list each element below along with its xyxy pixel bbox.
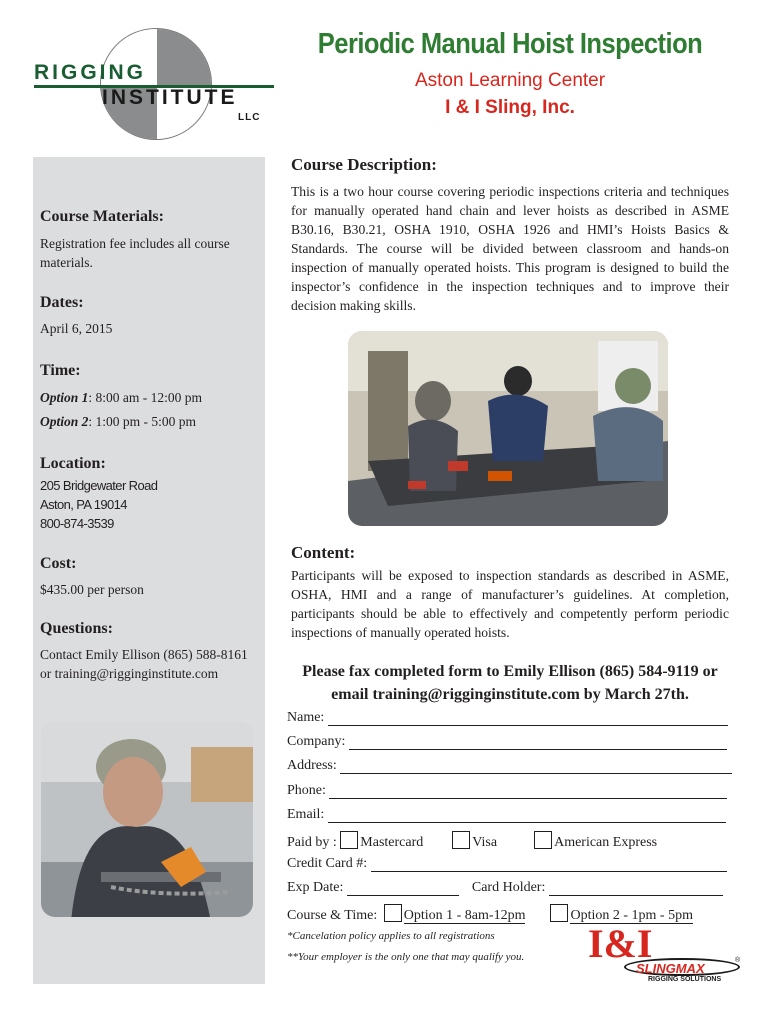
exp-holder-row	[287, 880, 723, 900]
registered-mark: ®	[735, 957, 741, 964]
amex-label: American Express	[554, 835, 658, 850]
address-field[interactable]	[340, 759, 732, 774]
logo-llc-text: LLC	[238, 112, 261, 123]
materials-heading: Course Materials:	[40, 208, 164, 225]
questions-heading: Questions:	[40, 620, 113, 637]
card-holder-label: Card Holder:	[471, 880, 546, 895]
fax-instructions	[280, 660, 740, 706]
materials-text: Registration fee includes all course materials.	[40, 236, 230, 270]
time-option1-label: Option 1	[40, 390, 89, 405]
option1-label: Option 1 - 8am-12pm	[403, 908, 526, 923]
slingmax-logo	[580, 921, 745, 986]
name-label: Name:	[287, 710, 325, 725]
content-text: Participants will be exposed to inspection standards as described in ASME, OSHA, HMI and a range of manufacturer’s guidelines. At completion, participants should be able to effectively and competently perform periodic inspections of manually operated hoists.	[291, 568, 729, 640]
rigging-institute-logo	[30, 28, 275, 140]
time-option2-label: Option 2	[40, 414, 89, 429]
logo-rigging-text: RIGGING	[34, 61, 147, 84]
company-field[interactable]	[349, 735, 727, 750]
address-row	[287, 758, 732, 778]
time-option2	[40, 412, 262, 431]
email-row	[287, 807, 726, 827]
card-holder-field[interactable]	[549, 881, 723, 896]
name-field[interactable]	[328, 711, 728, 726]
address-label: Address:	[287, 758, 337, 773]
paid-by-label: Paid by :	[287, 835, 337, 850]
phone-label: Phone:	[287, 783, 326, 798]
logo-institute-text: INSTITUTE	[102, 86, 238, 109]
payment-row	[287, 831, 657, 851]
time-heading: Time:	[40, 362, 81, 379]
time-option1	[40, 388, 262, 407]
ii-mark: I&I	[588, 921, 653, 966]
visa-checkbox[interactable]	[452, 831, 470, 849]
option2-checkbox[interactable]	[550, 904, 568, 922]
dates-heading: Dates:	[40, 294, 84, 311]
content-heading: Content:	[291, 543, 356, 562]
fax-line-2: email training@rigginginstitute.com by March 27th.	[331, 686, 689, 703]
option1-checkbox[interactable]	[384, 904, 402, 922]
mastercard-checkbox[interactable]	[340, 831, 358, 849]
time-option1-value: : 8:00 am - 12:00 pm	[88, 390, 203, 405]
venue-subtitle: Aston Learning Center	[414, 70, 606, 91]
fax-line-1: Please fax completed form to Emily Ellison (865) 584-9119 or	[302, 663, 718, 680]
questions-email: or training@rigginginstitute.com	[40, 666, 219, 681]
amex-checkbox[interactable]	[534, 831, 552, 849]
questions-contact: Contact Emily Ellison (865) 588-8161	[40, 647, 248, 662]
exp-date-field[interactable]	[347, 881, 459, 896]
location-phone: 800-874-3539	[40, 516, 114, 531]
time-option2-value: : 1:00 pm - 5:00 pm	[88, 414, 197, 429]
employer-note: **Your employer is the only one that may qualify you.	[287, 951, 525, 963]
cost-heading: Cost:	[40, 555, 77, 572]
exp-date-label: Exp Date:	[287, 880, 344, 895]
name-row	[287, 710, 728, 730]
slingmax-tagline: RIGGING SOLUTIONS	[648, 976, 722, 983]
course-description-heading: Course Description:	[291, 155, 437, 174]
company-row	[287, 734, 727, 754]
course-description-text: This is a two hour course covering periodic inspections criteria and techniques for manually operated hand chain and lever hoists as described in ASME B30.16, B30.21, OSHA 1910, OSHA 1926 and HMI’s Hoists Basics & Standards. The course will be divided between classroom and hands-on inspection of manually operated hoists. This program is designed to build the inspector’s confidence in the inspection techniques and to improve their decision making skills.	[291, 184, 729, 313]
visa-label: Visa	[472, 835, 498, 850]
option2-label: Option 2 - 1pm - 5pm	[570, 908, 693, 923]
credit-card-field[interactable]	[371, 857, 727, 872]
email-label: Email:	[287, 807, 325, 822]
dates-text: April 6, 2015	[40, 321, 113, 336]
email-field[interactable]	[328, 808, 726, 823]
mastercard-label: Mastercard	[360, 835, 424, 850]
location-heading: Location:	[40, 455, 106, 472]
location-street: 205 Bridgewater Road	[40, 478, 158, 493]
location-city: Aston, PA 19014	[40, 497, 127, 512]
credit-card-label: Credit Card #:	[287, 856, 368, 871]
page-title: Periodic Manual Hoist Inspection	[317, 28, 703, 60]
hoist-inspection-photo-1	[348, 331, 668, 526]
credit-card-row	[287, 856, 727, 876]
cost-text: $435.00 per person	[40, 582, 144, 597]
course-time-label: Course & Time:	[287, 908, 378, 923]
cancelation-note: *Cancelation policy applies to all registrations	[287, 930, 495, 942]
phone-field[interactable]	[329, 784, 727, 799]
company-label: Company:	[287, 734, 346, 749]
slingmax-brand: SLINGMAX	[636, 961, 705, 976]
phone-row	[287, 783, 727, 803]
hoist-inspection-photo-2	[41, 722, 253, 917]
company-subtitle: I & I Sling, Inc.	[445, 97, 575, 118]
